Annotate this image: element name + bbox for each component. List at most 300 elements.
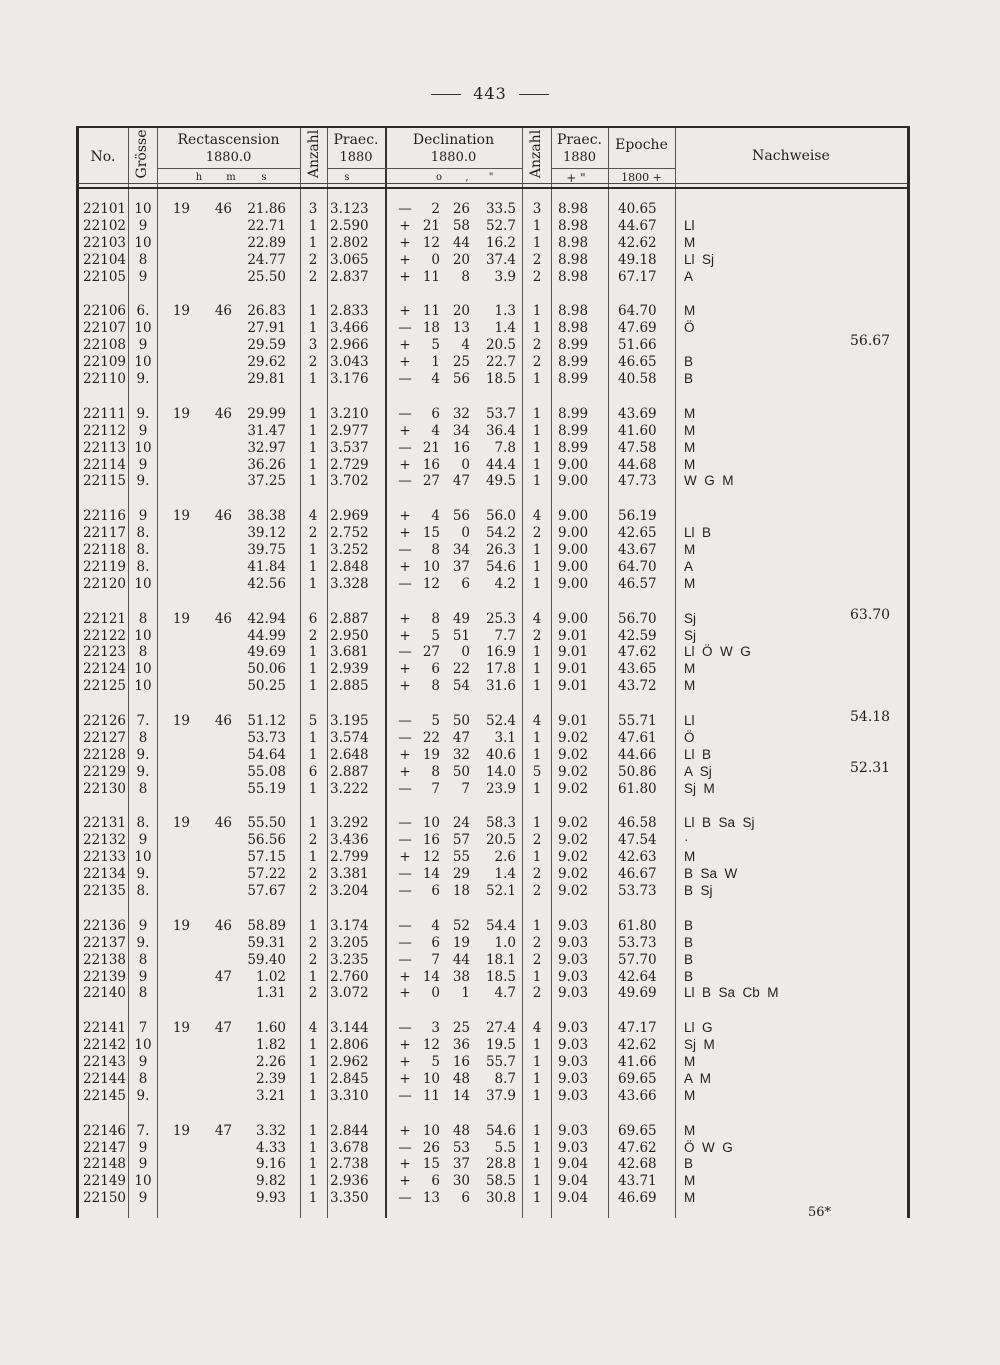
- decl-sec-cell: 22.7: [485, 354, 516, 371]
- groesse-cell: 9: [138, 268, 148, 285]
- anzahl-decl-cell: 2: [532, 985, 542, 1002]
- anzahl-ra-cell: 3: [308, 201, 318, 217]
- margin-note: 52.31: [850, 759, 891, 776]
- decl-sign-cell: —: [398, 866, 412, 883]
- decl-min-cell: 58: [452, 217, 470, 234]
- decl-sec-cell: 49.5: [485, 473, 516, 490]
- nachweise-cell: M: [684, 1087, 696, 1103]
- groesse-cell: 8: [138, 780, 148, 797]
- nachweise-cell: A M: [684, 1070, 712, 1086]
- decl-sign-cell: +: [399, 849, 411, 866]
- ra-s-cell: 3.32: [255, 1122, 286, 1139]
- decl-min-cell: 25: [452, 354, 470, 371]
- decl-min-cell: 16: [452, 1054, 470, 1070]
- decl-sec-cell: 8.7: [494, 1070, 516, 1087]
- anzahl-decl-cell: 1: [532, 1139, 542, 1156]
- nachweise-cell: M: [684, 661, 696, 677]
- decl-sign-cell: —: [398, 832, 412, 849]
- anzahl-ra-cell: 4: [308, 1020, 318, 1037]
- ra-s-cell: 1.82: [255, 1037, 286, 1054]
- decl-sign-cell: —: [398, 815, 412, 832]
- epoche-cell: 47.54: [618, 832, 657, 849]
- decl-min-cell: 50: [452, 763, 470, 780]
- decl-sign-cell: —: [398, 473, 412, 490]
- praec-ra-cell: 2.845: [330, 1070, 369, 1087]
- decl-sign-cell: +: [399, 337, 411, 354]
- anzahl-ra-cell: 2: [308, 251, 318, 268]
- epoche-cell: 42.68: [618, 1156, 657, 1173]
- groesse-cell: 10: [134, 1173, 152, 1190]
- no-cell: 22108: [83, 337, 126, 354]
- epoche-cell: 43.72: [618, 678, 657, 695]
- anzahl-decl-cell: 1: [532, 746, 542, 763]
- groesse-cell: 8: [138, 644, 148, 661]
- header-anzahl-decl: Anzahl: [528, 129, 544, 179]
- decl-min-cell: 6: [461, 575, 470, 592]
- header-praec-ra: Praec.: [333, 132, 379, 148]
- ra-s-cell: 55.19: [247, 780, 286, 797]
- ra-s-cell: 2.26: [255, 1054, 286, 1070]
- col-sep: [327, 126, 328, 1218]
- decl-sec-cell: 2.6: [494, 849, 516, 866]
- decl-sign-cell: —: [398, 439, 412, 456]
- no-cell: 22116: [83, 508, 126, 525]
- decl-sign-cell: +: [399, 1156, 411, 1173]
- praec-decl-cell: 9.00: [558, 473, 589, 490]
- ra-s-cell: 39.75: [247, 542, 286, 558]
- decl-deg-cell: 16: [422, 456, 440, 473]
- decl-deg-cell: 14: [422, 968, 440, 985]
- no-cell: 22120: [83, 575, 126, 592]
- nachweise-cell: M: [684, 1122, 696, 1138]
- nachweise-cell: Ll B: [684, 525, 712, 541]
- praec-ra-cell: 2.590: [330, 217, 369, 234]
- praec-decl-cell: 8.98: [558, 320, 589, 337]
- nachweise-cell: W G M: [684, 473, 734, 489]
- ra-s-cell: 4.33: [255, 1139, 286, 1156]
- decl-sign-cell: —: [398, 951, 412, 968]
- ra-s-cell: 1.31: [255, 985, 286, 1002]
- header-no: No.: [90, 149, 116, 165]
- ra-s-cell: 55.50: [247, 815, 286, 832]
- praec-ra-cell: 2.760: [330, 968, 369, 985]
- ra-s-cell: 26.83: [247, 303, 286, 320]
- groesse-cell: 10: [134, 201, 152, 217]
- decl-deg-cell: 5: [431, 713, 440, 729]
- groesse-cell: 10: [134, 575, 152, 592]
- decl-min-cell: 18: [452, 883, 470, 899]
- decl-deg-cell: 18: [422, 320, 440, 337]
- header-praec-ra-year: 1880: [339, 150, 373, 165]
- header-decl-unit-deg: o: [435, 172, 443, 183]
- no-cell: 22101: [83, 201, 126, 217]
- header-praec-decl: Praec.: [556, 132, 603, 148]
- decl-min-cell: 53: [452, 1139, 470, 1156]
- decl-deg-cell: 8: [431, 610, 440, 627]
- decl-min-cell: 32: [452, 405, 470, 422]
- decl-min-cell: 24: [452, 815, 470, 832]
- praec-ra-cell: 2.729: [330, 456, 369, 473]
- praec-ra-cell: 3.210: [330, 405, 369, 422]
- no-cell: 22121: [83, 610, 126, 627]
- decl-deg-cell: 10: [422, 815, 440, 832]
- groesse-cell: 9.: [136, 866, 150, 883]
- praec-decl-cell: 9.02: [558, 832, 589, 849]
- no-cell: 22150: [83, 1190, 126, 1207]
- praec-ra-cell: 2.950: [330, 627, 369, 644]
- anzahl-decl-cell: 3: [532, 201, 542, 217]
- ra-s-cell: 42.94: [247, 610, 286, 627]
- nachweise-cell: A: [684, 268, 694, 284]
- ra-s-cell: 57.67: [247, 883, 286, 899]
- epoche-cell: 42.65: [618, 525, 657, 542]
- epoche-cell: 44.68: [618, 456, 657, 473]
- ra-m-cell: 46: [214, 303, 232, 320]
- decl-min-cell: 22: [452, 661, 470, 678]
- header-ra-unit-m: m: [226, 172, 236, 183]
- decl-min-cell: 44: [452, 234, 470, 251]
- praec-ra-cell: 2.848: [330, 558, 369, 575]
- decl-min-cell: 32: [452, 746, 470, 763]
- decl-deg-cell: 22: [422, 729, 440, 746]
- decl-min-cell: 49: [452, 610, 470, 627]
- anzahl-decl-cell: 1: [532, 439, 542, 456]
- decl-deg-cell: 8: [431, 678, 440, 695]
- ra-s-cell: 2.39: [255, 1070, 286, 1087]
- anzahl-decl-cell: 2: [532, 525, 542, 542]
- epoche-cell: 43.69: [618, 405, 657, 422]
- decl-sign-cell: +: [399, 985, 411, 1002]
- anzahl-ra-cell: 1: [308, 968, 318, 985]
- groesse-cell: 9.: [136, 746, 150, 763]
- decl-deg-cell: 14: [422, 866, 440, 883]
- anzahl-decl-cell: 1: [532, 473, 542, 490]
- no-cell: 22114: [83, 456, 126, 473]
- dash-left: [431, 94, 461, 95]
- header-decl-unit-sec: ": [488, 172, 494, 183]
- anzahl-decl-cell: 2: [532, 832, 542, 849]
- ra-s-cell: 53.73: [247, 729, 286, 746]
- praec-decl-cell: 8.98: [558, 234, 589, 251]
- epoche-cell: 57.70: [618, 951, 657, 968]
- ra-h-cell: 19: [172, 815, 190, 832]
- decl-min-cell: 7: [461, 780, 470, 797]
- anzahl-ra-cell: 1: [308, 473, 318, 490]
- decl-deg-cell: 11: [422, 303, 440, 320]
- no-cell: 22148: [83, 1156, 126, 1173]
- anzahl-decl-cell: 2: [532, 934, 542, 951]
- header-ra-unit-h: h: [195, 172, 203, 183]
- praec-decl-cell: 9.00: [558, 558, 589, 575]
- nachweise-cell: A Sj: [684, 763, 712, 779]
- decl-sec-cell: 52.1: [485, 883, 516, 899]
- ra-m-cell: 47: [214, 968, 232, 985]
- decl-sign-cell: —: [398, 1139, 412, 1156]
- decl-deg-cell: 4: [431, 371, 440, 387]
- anzahl-decl-cell: 1: [532, 558, 542, 575]
- no-cell: 22139: [83, 968, 126, 985]
- groesse-cell: 10: [134, 1037, 152, 1054]
- praec-ra-cell: 3.702: [330, 473, 369, 490]
- decl-deg-cell: 19: [422, 746, 440, 763]
- epoche-cell: 69.65: [618, 1122, 657, 1139]
- no-cell: 22118: [83, 542, 126, 558]
- anzahl-ra-cell: 1: [308, 1070, 318, 1087]
- header-rule: [76, 183, 907, 184]
- epoche-cell: 42.62: [618, 1037, 657, 1054]
- decl-sec-cell: 17.8: [485, 661, 516, 678]
- praec-decl-cell: 8.99: [558, 439, 589, 456]
- groesse-cell: 8.: [136, 883, 150, 899]
- praec-ra-cell: 2.936: [330, 1173, 369, 1190]
- ra-s-cell: 29.81: [247, 371, 286, 387]
- ra-s-cell: 27.91: [247, 320, 286, 337]
- groesse-cell: 7.: [136, 713, 150, 729]
- praec-decl-cell: 8.99: [558, 371, 589, 387]
- decl-sign-cell: +: [399, 354, 411, 371]
- decl-sign-cell: —: [398, 644, 412, 661]
- praec-ra-cell: 2.962: [330, 1054, 369, 1070]
- anzahl-ra-cell: 2: [308, 951, 318, 968]
- praec-decl-cell: 9.00: [558, 456, 589, 473]
- header-epoche: Epoche: [615, 137, 668, 153]
- header-praec-decl-unit: + ": [566, 171, 586, 185]
- epoche-cell: 46.67: [618, 866, 657, 883]
- no-cell: 22112: [83, 422, 126, 439]
- anzahl-ra-cell: 5: [308, 713, 318, 729]
- decl-sign-cell: —: [398, 934, 412, 951]
- decl-sign-cell: —: [398, 405, 412, 422]
- epoche-cell: 47.61: [618, 729, 657, 746]
- anzahl-decl-cell: 1: [532, 234, 542, 251]
- no-cell: 22129: [83, 763, 126, 780]
- no-cell: 22136: [83, 917, 126, 934]
- ra-m-cell: 47: [214, 1122, 232, 1139]
- no-cell: 22132: [83, 832, 126, 849]
- nachweise-cell: M: [684, 1190, 696, 1206]
- anzahl-ra-cell: 1: [308, 422, 318, 439]
- nachweise-cell: M: [684, 422, 696, 438]
- groesse-cell: 9: [138, 422, 148, 439]
- ra-s-cell: 29.62: [247, 354, 286, 371]
- anzahl-ra-cell: 1: [308, 217, 318, 234]
- decl-sub-rule: [385, 168, 522, 169]
- praec-ra-cell: 3.328: [330, 575, 369, 592]
- praec-ra-cell: 3.235: [330, 951, 369, 968]
- anzahl-decl-cell: 1: [532, 320, 542, 337]
- no-cell: 22103: [83, 234, 126, 251]
- praec-ra-cell: 3.072: [330, 985, 369, 1002]
- decl-sign-cell: +: [399, 303, 411, 320]
- praec-ra-cell: 2.752: [330, 525, 369, 542]
- epoche-cell: 41.66: [618, 1054, 657, 1070]
- nachweise-cell: M: [684, 849, 696, 865]
- header-ra-epoch: 1880.0: [205, 150, 252, 165]
- decl-sec-cell: 1.4: [494, 866, 516, 883]
- nachweise-cell: Ll B Sa Sj: [684, 815, 755, 831]
- ra-s-cell: 1.02: [255, 968, 286, 985]
- epoche-cell: 47.58: [618, 439, 657, 456]
- decl-deg-cell: 10: [422, 1070, 440, 1087]
- groesse-cell: 9.: [136, 763, 150, 780]
- decl-min-cell: 55: [452, 849, 470, 866]
- anzahl-decl-cell: 4: [532, 713, 542, 729]
- decl-deg-cell: 8: [431, 763, 440, 780]
- anzahl-decl-cell: 1: [532, 1054, 542, 1070]
- decl-sign-cell: +: [399, 558, 411, 575]
- no-cell: 22105: [83, 268, 126, 285]
- anzahl-ra-cell: 1: [308, 849, 318, 866]
- praec-decl-cell: 9.03: [558, 1037, 589, 1054]
- no-cell: 22140: [83, 985, 126, 1002]
- decl-min-cell: 1: [461, 985, 470, 1002]
- groesse-cell: 8: [138, 610, 148, 627]
- epoche-cell: 42.62: [618, 234, 657, 251]
- decl-min-cell: 34: [452, 542, 470, 558]
- nachweise-cell: M: [684, 456, 696, 472]
- epoche-cell: 42.63: [618, 849, 657, 866]
- anzahl-decl-cell: 1: [532, 1173, 542, 1190]
- epoche-cell: 49.69: [618, 985, 657, 1002]
- anzahl-decl-cell: 1: [532, 1122, 542, 1139]
- epoche-cell: 40.58: [618, 371, 657, 387]
- nachweise-cell: Ll Ö W G: [684, 644, 751, 660]
- anzahl-ra-cell: 1: [308, 815, 318, 832]
- anzahl-ra-cell: 1: [308, 780, 318, 797]
- groesse-cell: 9: [138, 456, 148, 473]
- praec-ra-cell: 2.833: [330, 303, 369, 320]
- anzahl-decl-cell: 1: [532, 678, 542, 695]
- decl-min-cell: 0: [461, 525, 470, 542]
- decl-min-cell: 29: [452, 866, 470, 883]
- anzahl-ra-cell: 2: [308, 525, 318, 542]
- epoche-cell: 56.19: [618, 508, 657, 525]
- no-cell: 22138: [83, 951, 126, 968]
- groesse-cell: 6.: [136, 303, 150, 320]
- decl-sec-cell: 53.7: [485, 405, 516, 422]
- col-sep: [522, 126, 523, 1218]
- epoche-cell: 61.80: [618, 917, 657, 934]
- groesse-cell: 9: [138, 917, 148, 934]
- groesse-cell: 9: [138, 1139, 148, 1156]
- nachweise-cell: Ll: [684, 713, 695, 728]
- nachweise-cell: B Sa W: [684, 866, 738, 882]
- ra-m-cell: 46: [214, 405, 232, 422]
- decl-sec-cell: 27.4: [485, 1020, 516, 1037]
- decl-sign-cell: —: [398, 713, 412, 729]
- decl-sec-cell: 44.4: [485, 456, 516, 473]
- anzahl-decl-cell: 4: [532, 508, 542, 525]
- decl-sec-cell: 40.6: [485, 746, 516, 763]
- decl-sec-cell: 20.5: [485, 832, 516, 849]
- praec-decl-cell: 9.01: [558, 661, 589, 678]
- anzahl-decl-cell: 1: [532, 968, 542, 985]
- ra-m-cell: 46: [214, 713, 232, 729]
- praec-ra-cell: 2.799: [330, 849, 369, 866]
- praec-epoch-sub-rule: [551, 168, 675, 169]
- margin-note: 54.18: [850, 709, 891, 725]
- no-cell: 22144: [83, 1070, 126, 1087]
- anzahl-ra-cell: 1: [308, 644, 318, 661]
- header-anzahl-ra: Anzahl: [306, 129, 322, 179]
- groesse-cell: 9: [138, 337, 148, 354]
- praec-ra-cell: 3.174: [330, 917, 369, 934]
- praec-ra-cell: 2.887: [330, 763, 369, 780]
- groesse-cell: 9.: [136, 1087, 150, 1104]
- no-cell: 22123: [83, 644, 126, 661]
- praec-decl-cell: 9.03: [558, 1054, 589, 1070]
- epoche-cell: 53.73: [618, 883, 657, 899]
- praec-ra-cell: 3.144: [330, 1020, 369, 1037]
- anzahl-decl-cell: 1: [532, 849, 542, 866]
- nachweise-cell: B Sj: [684, 883, 713, 898]
- ra-s-cell: 49.69: [247, 644, 286, 661]
- ra-s-cell: 41.84: [247, 558, 286, 575]
- decl-deg-cell: 7: [431, 951, 440, 968]
- groesse-cell: 8.: [136, 525, 150, 542]
- epoche-cell: 61.80: [618, 780, 657, 797]
- decl-sec-cell: 18.5: [485, 968, 516, 985]
- anzahl-decl-cell: 5: [532, 763, 542, 780]
- no-cell: 22124: [83, 661, 126, 678]
- no-cell: 22122: [83, 627, 126, 644]
- praec-ra-cell: 2.885: [330, 678, 369, 695]
- anzahl-ra-cell: 1: [308, 1122, 318, 1139]
- praec-decl-cell: 9.03: [558, 917, 589, 934]
- nachweise-cell: M: [684, 439, 696, 455]
- praec-ra-cell: 3.436: [330, 832, 369, 849]
- no-cell: 22131: [83, 815, 126, 832]
- decl-deg-cell: 11: [422, 1087, 440, 1104]
- decl-sec-cell: 58.3: [485, 815, 516, 832]
- anzahl-decl-cell: 1: [532, 729, 542, 746]
- anzahl-ra-cell: 1: [308, 746, 318, 763]
- groesse-cell: 8: [138, 1070, 148, 1087]
- no-cell: 22137: [83, 934, 126, 951]
- nachweise-cell: Sj M: [684, 780, 715, 796]
- decl-min-cell: 56: [452, 508, 470, 525]
- decl-sign-cell: —: [398, 201, 412, 217]
- epoche-cell: 43.65: [618, 661, 657, 678]
- praec-decl-cell: 9.03: [558, 934, 589, 951]
- praec-ra-cell: 3.466: [330, 320, 369, 337]
- decl-deg-cell: 26: [422, 1139, 440, 1156]
- nachweise-cell: B: [684, 934, 694, 950]
- groesse-cell: 9: [138, 1190, 148, 1207]
- praec-decl-cell: 8.99: [558, 354, 589, 371]
- ra-s-cell: 31.47: [247, 422, 286, 439]
- decl-deg-cell: 12: [422, 234, 440, 251]
- no-cell: 22127: [83, 729, 126, 746]
- decl-sign-cell: +: [399, 508, 411, 525]
- nachweise-cell: Sj M: [684, 1037, 715, 1053]
- epoche-cell: 47.73: [618, 473, 657, 490]
- anzahl-decl-cell: 2: [532, 268, 542, 285]
- decl-min-cell: 50: [452, 713, 470, 729]
- nachweise-cell: Ö W G: [684, 1139, 733, 1155]
- praec-ra-cell: 2.802: [330, 234, 369, 251]
- header-praec-decl-year: 1880: [562, 150, 597, 165]
- anzahl-ra-cell: 2: [308, 832, 318, 849]
- anzahl-ra-cell: 4: [308, 508, 318, 525]
- no-cell: 22149: [83, 1173, 126, 1190]
- ra-s-cell: 21.86: [247, 201, 286, 217]
- decl-sec-cell: 56.0: [485, 508, 516, 525]
- praec-decl-cell: 9.03: [558, 951, 589, 968]
- anzahl-decl-cell: 1: [532, 1070, 542, 1087]
- ra-s-cell: 32.97: [247, 439, 286, 456]
- groesse-cell: 10: [134, 627, 152, 644]
